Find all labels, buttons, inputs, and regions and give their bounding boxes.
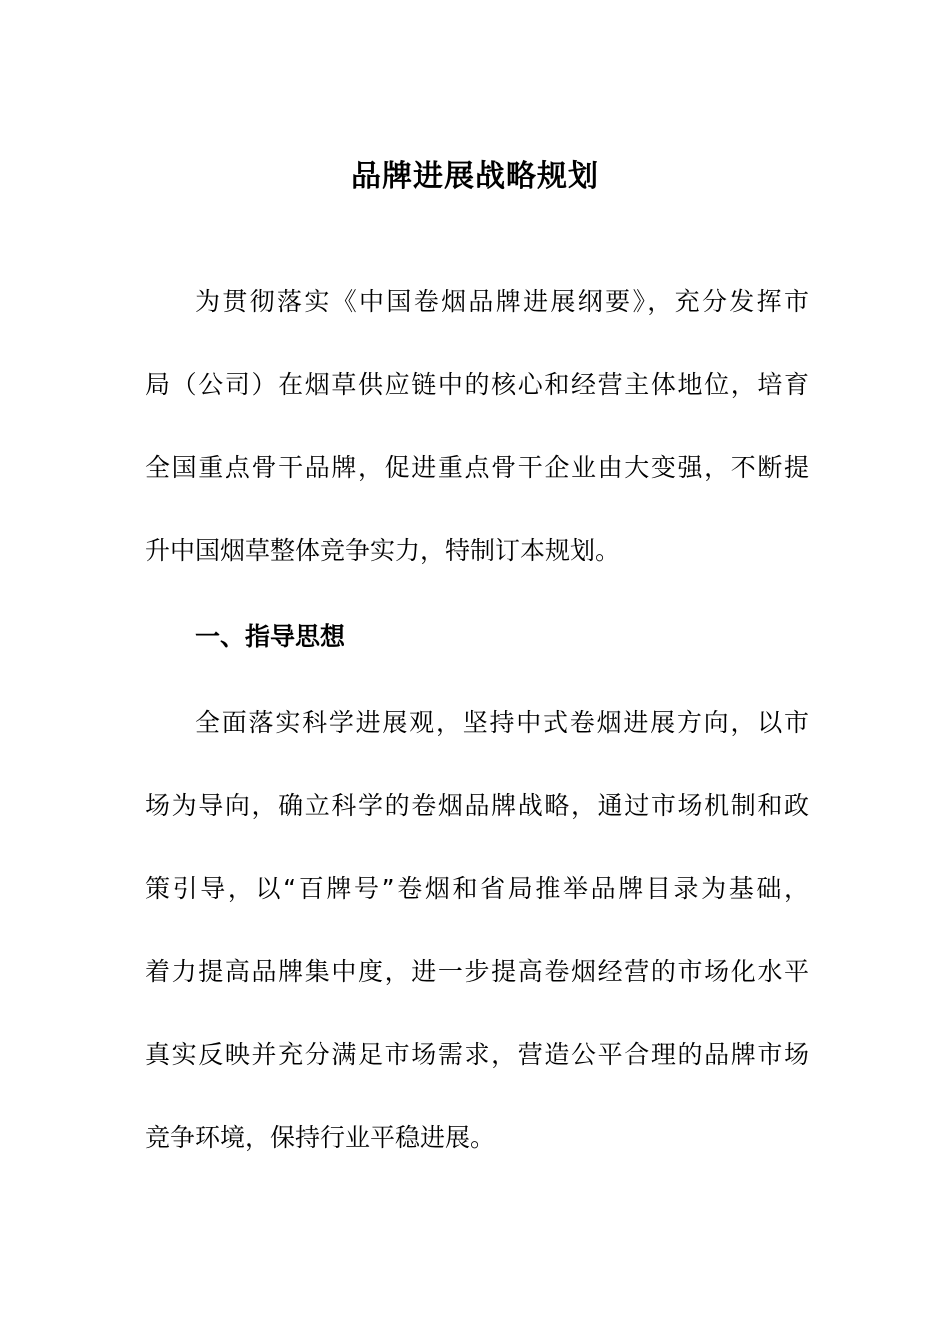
paragraph-line: 全面落实科学进展观，坚持中式卷烟进展方向，以市 <box>195 708 809 737</box>
intro-paragraph <box>145 260 809 592</box>
paragraph-line: 局（公司）在烟草供应链中的核心和经营主体地位，培育 <box>145 370 809 399</box>
paragraph-line: 竞争环境，保持行业平稳进展。 <box>145 1123 496 1152</box>
paragraph-line: 场为导向，确立科学的卷烟品牌战略，通过市场机制和政 <box>145 791 809 820</box>
document-title: 品牌进展战略规划 <box>351 159 599 194</box>
paragraph-line: 真实反映并充分满足市场需求，营造公平合理的品牌市场 <box>145 1040 809 1069</box>
section-heading: 一、指导思想 <box>195 622 346 651</box>
paragraph-line: 策引导，以“百牌号”卷烟和省局推举品牌目录为基础， <box>145 874 809 903</box>
section-paragraph <box>145 681 809 1179</box>
paragraph-line: 全国重点骨干品牌，促进重点骨干企业由大变强，不断提 <box>145 453 809 482</box>
paragraph-line: 为贯彻落实《中国卷烟品牌进展纲要》，充分发挥市 <box>195 287 809 316</box>
paragraph-line: 着力提高品牌集中度，进一步提高卷烟经营的市场化水平 <box>145 957 809 986</box>
paragraph-line: 升中国烟草整体竞争实力，特制订本规划。 <box>145 536 621 565</box>
